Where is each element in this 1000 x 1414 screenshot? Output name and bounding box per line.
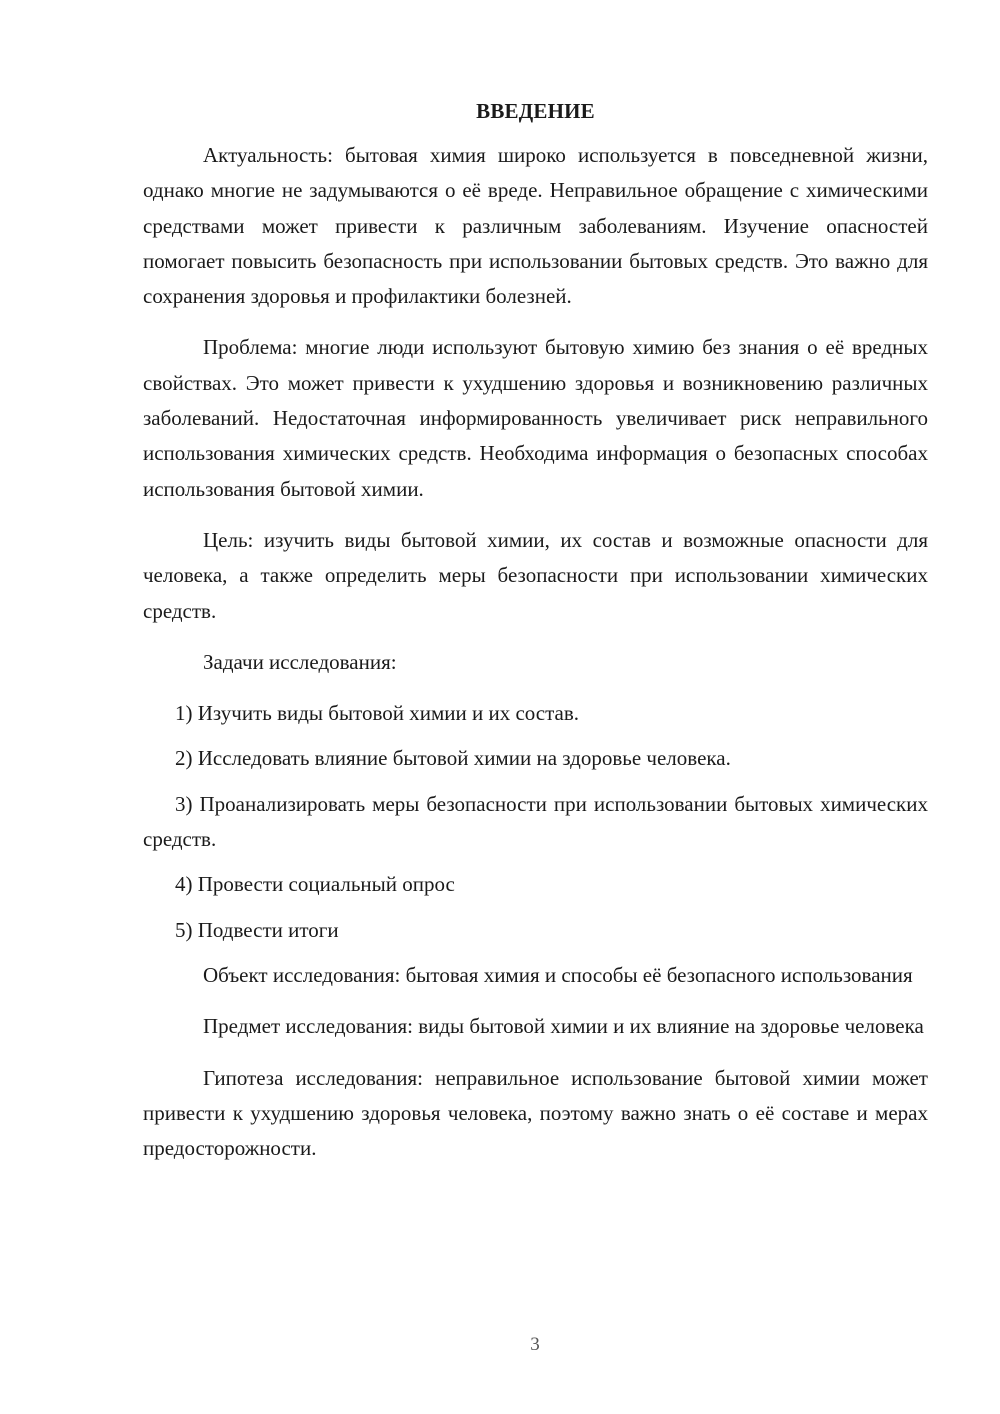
paragraph-subject: Предмет исследования: виды бытовой химии и их влияние на здоровье человека	[203, 1014, 924, 1039]
paragraph-goal: Цель: изучить виды бытовой химии, их состав и возможные опасности для человека, а также определить меры безопасности при использовании химических средств.	[143, 527, 928, 623]
task-item-4: 4) Провести социальный опрос	[175, 872, 455, 897]
page-content	[143, 96, 928, 1182]
paragraph-problem: Проблема: многие люди используют бытовую химию без знания о её вредных свойствах. Это может привести к ухудшению здоровья и возникновению различных заболеваний. Недостаточная информированность увеличивает риск неправильного использования химических средств. Необходима информация о безопасных способах использования бытовой химии.	[143, 335, 928, 501]
task-item-1: 1) Изучить виды бытовой химии и их состав.	[175, 701, 580, 726]
task-item-2: 2) Исследовать влияние бытовой химии на здоровье человека.	[175, 746, 731, 771]
paragraph-tasks-heading: Задачи исследования:	[203, 649, 397, 674]
task-item-3: 3) Проанализировать меры безопасности при использовании бытовых химических средств.	[143, 791, 928, 852]
task-item-5: 5) Подвести итоги	[175, 917, 339, 942]
paragraph-object: Объект исследования: бытовая химия и способы её безопасного использования	[203, 962, 913, 987]
paragraph-relevance: Актуальность: бытовая химия широко используется в повседневной жизни, однако многие не задумываются о её вреде. Неправильное обращение с химическими средствами может привести к различным заболеваниям. Изучение опасностей помогает повысить безопасность при использовании бытовых средств. Это важно для сохранения здоровья и профилактики болезней.	[143, 143, 928, 309]
page-title: ВВЕДЕНИЕ	[476, 99, 595, 123]
paragraph-hypothesis: Гипотеза исследования: неправильное использование бытовой химии может привести к ухудшению здоровья человека, поэтому важно знать о её составе и мерах предосторожности.	[143, 1065, 928, 1161]
page-number: 3	[530, 1334, 540, 1355]
